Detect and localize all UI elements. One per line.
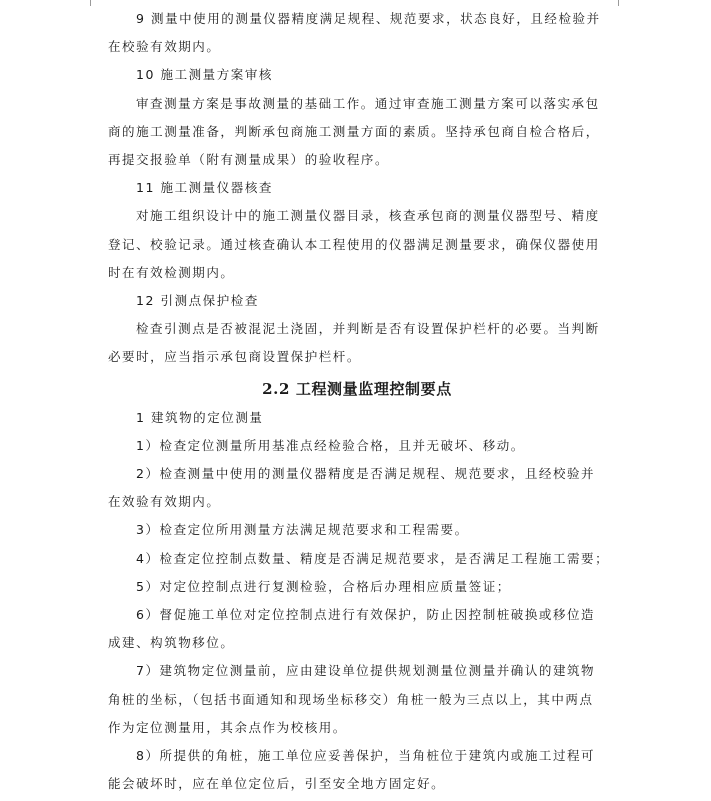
text-line: 对施工组织设计中的施工测量仪器目录，核查承包商的测量仪器型号、精度 [136,208,600,224]
text-line: 角桩的坐标，（包括书面通知和现场坐标移交）角桩一般为三点以上，其中两点 [108,691,594,707]
text-line: 5）对定位控制点进行复测检验，合格后办理相应质量签证； [136,578,511,594]
text-line: 商的施工测量准备，判断承包商施工测量方面的素质。坚持承包商自检合格后， [108,123,600,139]
text-line: 3）检查定位所用测量方法满足规范要求和工程需要。 [136,522,469,538]
text-line: 在校验有效期内。 [108,39,221,55]
text-line: 6）督促施工单位对定位控制点进行有效保护，防止因控制桩破换或移位造 [136,607,596,623]
text-line: 必要时，应当指示承包商设置保护栏杆。 [108,349,361,365]
paragraphs-bottom [108,404,610,799]
text-line: 审查测量方案是事故测量的基础工作。通过审查施工测量方案可以落实承包 [136,95,600,111]
text-line: 能会破坏时，应在单位定位后，引至安全地方固定好。 [108,776,446,792]
section-heading: 2.2 工程测量监理控制要点 [262,379,452,398]
text-line: 检查引测点是否被混泥土浇固，并判断是否有设置保护栏杆的必要。当判断 [136,321,600,337]
text-line: 2）检查测量中使用的测量仪器精度是否满足规程、规范要求，且经校验并 [136,466,596,482]
text-line: 1）检查定位测量所用基准点经检验合格，且并无破坏、移动。 [136,437,525,453]
text-line: 1 建筑物的定位测量 [136,409,264,425]
crop-mark-right [618,0,619,6]
text-line: 作为定位测量用，其余点作为校核用。 [108,719,347,735]
text-line: 12 引测点保护检查 [136,293,259,309]
document-body [108,5,610,798]
text-line: 10 施工测量方案审核 [136,67,273,83]
text-line: 在效验有效期内。 [108,494,221,510]
text-line: 9 测量中使用的测量仪器精度满足规程、规范要求，状态良好，且经检验并 [136,11,601,26]
text-line: 7）建筑物定位测量前，应由建设单位提供规划测量位测量并确认的建筑物 [136,663,596,679]
text-line: 再提交报验单（附有测量成果）的验收程序。 [108,152,390,168]
paragraphs-top [108,5,606,372]
text-line: 4）检查定位控制点数量、精度是否满足规范要求，是否满足工程施工需要； [136,550,610,566]
text-line: 时在有效检测期内。 [108,264,235,280]
text-line: 8）所提供的角桩，施工单位应妥善保护，当角桩位于建筑内或施工过程可 [136,748,596,764]
crop-mark-left [90,0,91,6]
text-line: 登记、校验记录。通过核查确认本工程使用的仪器满足测量要求，确保仪器使用 [108,236,600,252]
text-line: 成建、构筑物移位。 [108,635,235,651]
text-line: 11 施工测量仪器核查 [136,180,273,196]
